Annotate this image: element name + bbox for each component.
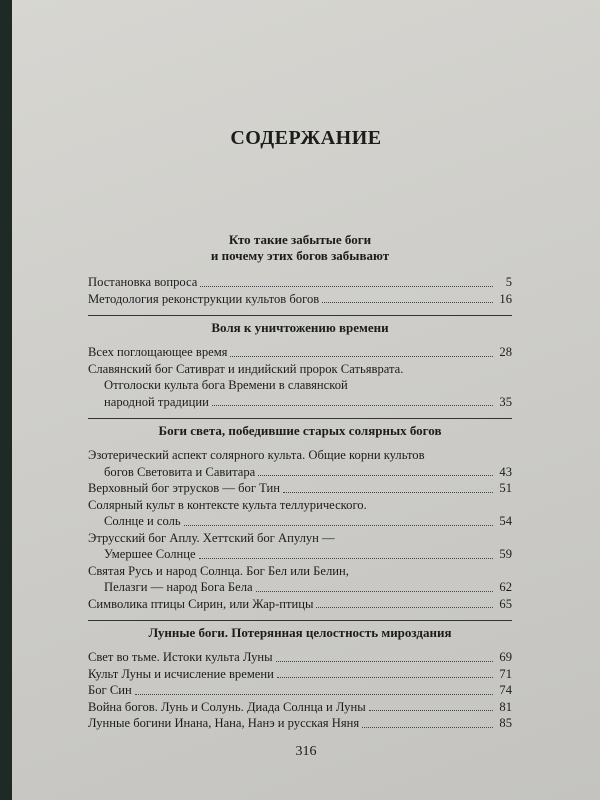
toc-entry [88,447,512,480]
section-heading [88,625,512,641]
toc-entry-text: богов Световита и Савитара [104,464,256,479]
dot-leader [322,302,493,303]
toc-entry-text: Эзотерический аспект солярного культа. Общие корни культов [88,448,425,462]
section-rule [88,418,512,419]
toc-page-number: 65 [499,596,512,611]
toc-entry-text: Отголоски культа бога Времени в славянской [104,378,348,392]
dot-leader [362,727,493,728]
toc-entry-row [88,274,512,291]
page-title: СОДЕРЖАНИЕ [230,127,382,149]
toc-entry-row [88,480,512,497]
dot-leader [276,661,493,662]
dot-leader [135,694,493,695]
toc-entry [88,699,512,716]
toc-entry-row [88,682,512,699]
toc-entry-text: Солярный культ в контексте культа теллурического. [88,497,367,512]
dot-leader [283,492,493,493]
toc-entry-text: Славянский бог Сативрат и индийский пророк Сатьяврата. [88,361,404,376]
toc-entry-text: Святая Русь и народ Солнца. Бог Бел или Белин, [88,563,349,578]
toc-entry-row [88,699,512,716]
toc-page-number: 69 [499,650,512,664]
toc-entry-text: народной традиции [104,394,209,409]
toc-entry-row [88,579,512,596]
dot-leader [256,591,493,592]
toc-entry-text: Постановка вопроса [88,275,198,289]
toc-entry-text: Свет во тьме. Истоки культа Луны [88,650,273,664]
toc-entry-row [88,649,512,666]
dot-leader [199,558,493,559]
toc-entry [88,497,512,530]
toc-entry-text: Культ Луны и исчисление времени [88,666,274,681]
toc-entry [88,291,512,308]
dot-leader [184,525,493,526]
toc-entry-text: Война богов. Лунь и Солунь. Диада Солнца и Луны [88,699,366,714]
toc-entry [88,361,512,411]
toc-entry [88,480,512,497]
dot-leader [258,475,493,476]
section-rule [88,315,512,316]
toc-entry-row [88,513,512,530]
toc-entry-text: Солнце и соль [104,514,181,528]
toc-entry-text: Всех поглощающее время [88,345,228,359]
toc-page-number: 59 [499,547,512,561]
toc-page-number: 35 [499,394,512,409]
dot-leader [212,405,493,406]
toc-page-number: 5 [505,275,512,289]
toc-entry-row [88,596,512,613]
toc-entry-row [88,394,512,411]
toc-entry-row [88,344,512,361]
toc-entry-text: Бог Син [88,683,132,697]
toc-page-number: 74 [499,683,512,697]
section-heading [88,320,512,336]
toc-entry [88,563,512,596]
section-heading-line: Боги света, победившие старых солярных богов [158,423,442,438]
section-heading-line: и почему этих богов забывают [210,248,390,263]
section-heading [88,423,512,439]
toc-entry-text: Верховный бог этрусков — бог Тин [88,481,281,495]
section-heading [88,232,512,264]
dot-leader [369,710,493,711]
toc-entry-text: Умершее Солнце [104,547,196,561]
dot-leader [230,356,493,357]
toc-entry-text: Методология реконструкции культов богов [88,291,320,306]
toc-entry [88,530,512,563]
section-heading-line: Воля к уничтожению времени [211,320,389,335]
toc-entry-text: Пелазги — народ Бога Бела [104,580,253,594]
toc-entry [88,596,512,613]
toc-entry [88,649,512,666]
toc-entry-row [88,546,512,563]
book-page [12,0,600,800]
toc-entry [88,274,512,291]
dot-leader [277,677,493,678]
toc-entry-row [88,715,512,732]
toc-page-number: 28 [499,345,512,359]
dot-leader [200,286,493,287]
toc-page-number: 54 [499,514,512,528]
table-of-contents [88,232,512,732]
toc-page-number: 51 [499,481,512,495]
toc-page-number: 16 [499,291,512,306]
toc-entry [88,666,512,683]
toc-entry [88,715,512,732]
toc-page-number: 62 [499,580,512,594]
toc-entry-text: Лунные богини Инана, Нана, Нанэ и русская Няня [88,716,360,730]
toc-entry [88,682,512,699]
page-number: 316 [295,744,317,759]
toc-page-number: 81 [499,699,512,714]
section-heading-line: Кто такие забытые боги [228,232,372,247]
toc-entry [88,344,512,361]
toc-entry-text: Символика птицы Сирин, или Жар-птицы [88,596,314,611]
toc-entry-row [88,464,512,481]
toc-page-number: 85 [499,716,512,730]
toc-entry-text: Этрусский бог Аплу. Хеттский бог Апулун — [88,530,335,545]
section-heading-line: Лунные боги. Потерянная целостность мироздания [148,625,452,640]
toc-entry-row [88,666,512,683]
dot-leader [316,607,493,608]
toc-page-number: 43 [499,464,512,479]
section-rule [88,620,512,621]
toc-entry-row [88,291,512,308]
toc-page-number: 71 [499,666,512,681]
